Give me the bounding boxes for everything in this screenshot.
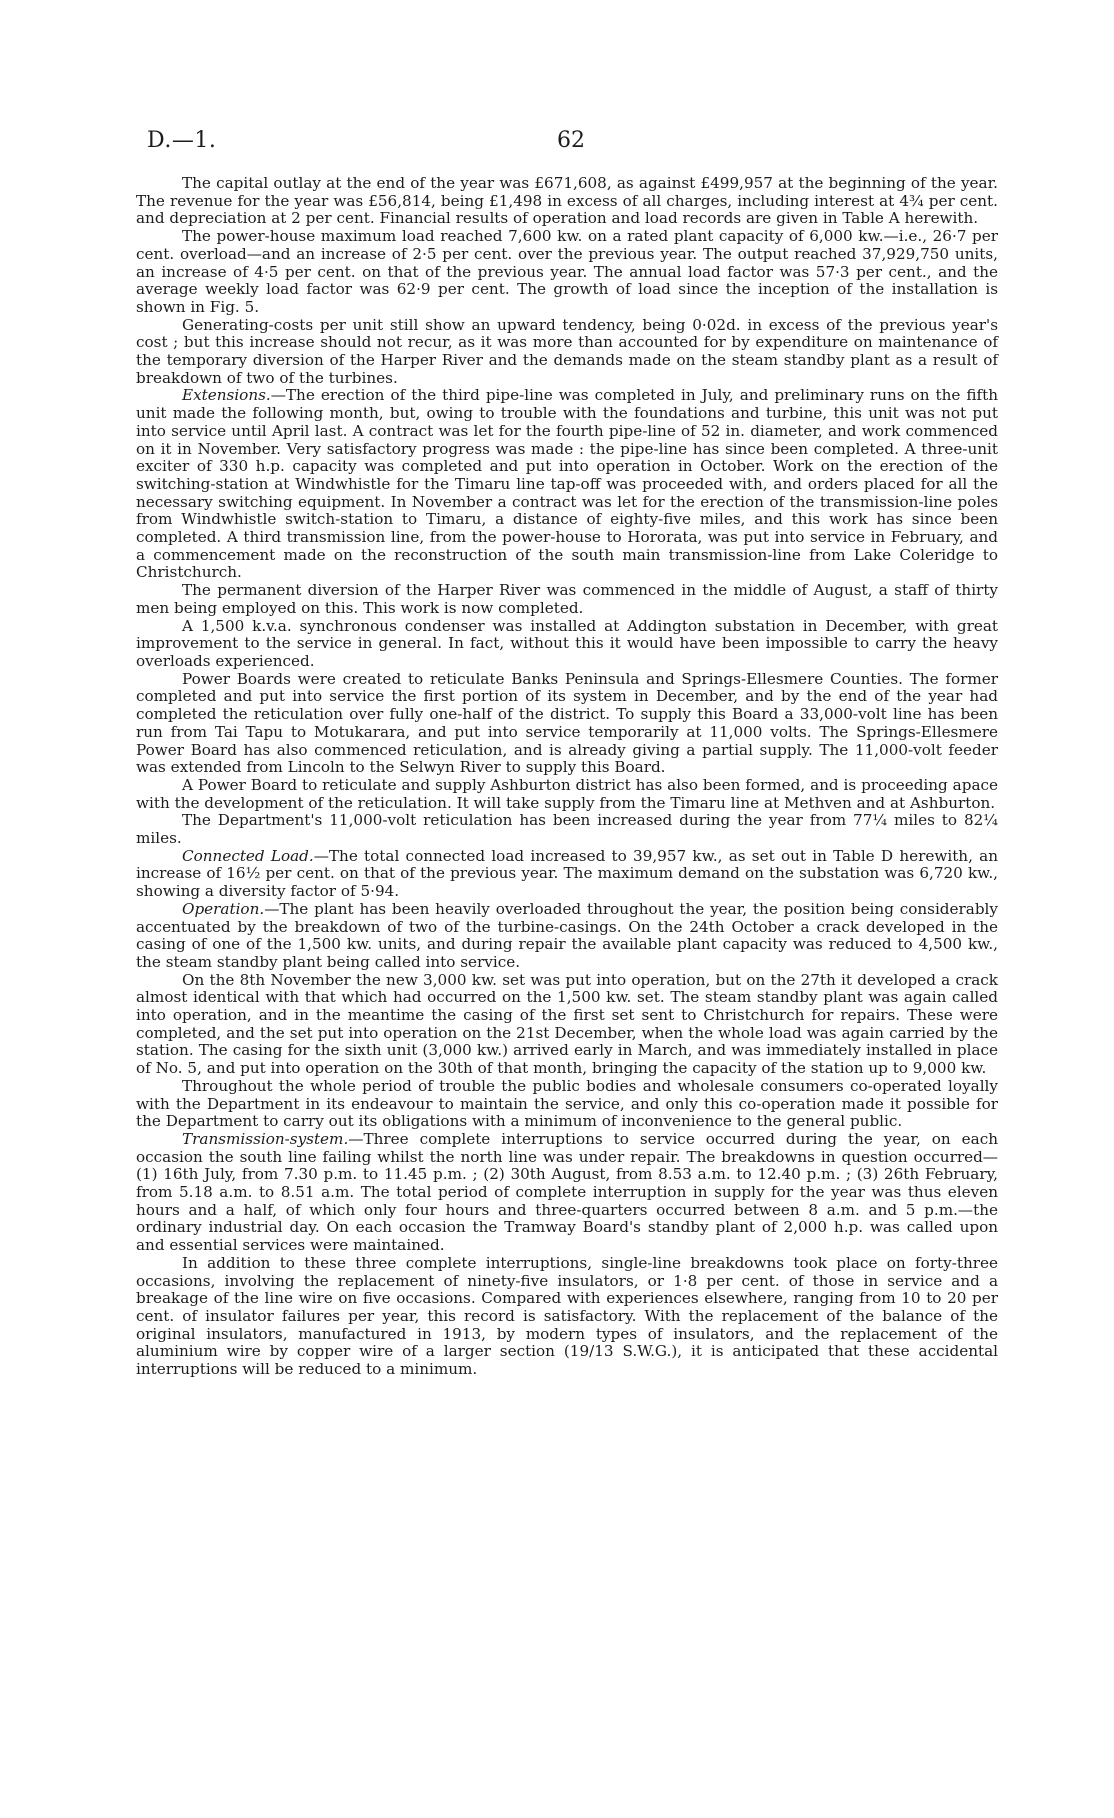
paragraph-text: Throughout the whole period of trouble the public bodies and wholesale consumers co-operated loyally with the Department in its endeavour to maintain the service, and only this co-operation made it possible for the Department to carry out its obligations with a minimum of inconvenience to the general public. [136, 1076, 998, 1131]
paragraph-text: —The total connected load increased to 39,957 kw., as set out in Table D herewith, an increase of 16½ per cent. on that of the previous year. The maximum demand on the substation was 6,720 kw., showing a diversity factor of 5·94. [136, 846, 999, 901]
paragraph-ashburton-board [136, 777, 998, 812]
page-header [147, 128, 997, 158]
paragraph-text: The permanent diversion of the Harper River was commenced in the middle of August, a staff of thirty men being employed on this. This work is now completed. [136, 581, 998, 617]
page-number: 62 [557, 128, 585, 153]
paragraph-text: A Power Board to reticulate and supply Ashburton district has also been formed, and is proceeding apace with the development of the reticulation. It will take supply from the Timaru line at Methven and at Ashburton. [136, 775, 998, 812]
paragraph-text: A 1,500 k.v.a. synchronous condenser was installed at Addington substation in December, with great improvement to the service in general. In fact, without this it would have been impossible to carry the heavy overloads experienced. [136, 616, 998, 670]
paragraph-text: —The plant has been heavily overloaded throughout the year, the position being considerably accentuated by the breakdown of two of the turbine-casings. On the 24th October a crack developed in the casing of one of the 1,500 kw. units, and during repair the available plant capacity was reduced to 4,500 kw., the steam standby plant being called into service. [136, 899, 998, 971]
paragraph-capital-outlay [136, 175, 998, 228]
paragraph-maximum-load [136, 228, 998, 317]
paragraph-operation [136, 901, 998, 972]
document-reference: D.—1. [147, 128, 217, 153]
paragraph-lead: Extensions. [182, 386, 271, 405]
paragraph-lead: Connected Load. [182, 846, 314, 865]
paragraph-extensions [136, 387, 998, 582]
paragraph-reticulation-miles [136, 812, 998, 847]
paragraph-text: In addition to these three complete interruptions, single-line breakdowns took place on forty-three occasions, involving the replacement of ninety-five insulators, or 1·8 per cent. of those in service and a breakage of the line wire on five occasions. Compared with experiences elsewhere, ranging from 10 to 20 per cent. of insulator failures per year, this record is satisfactory. With the replacement of the balance of the original insulators, manufactured in 1913, by modern types of insulators, and the replacement of the aluminium wire by copper wire of a larger section (19/13 S.W.G.), it is anticipated that these accidental interruptions will be reduced to a minimum. [136, 1253, 998, 1379]
paragraph-text: Generating-costs per unit still show an upward tendency, being 0·02d. in excess of the previous year's cost ; but this increase should not recur, as it was more than accounted for by expenditure on maintenance of the temporary diversion of the Harper River and the demands made on the steam standby plant as a result of breakdown of two of the turbines. [136, 315, 998, 387]
paragraph-power-boards [136, 671, 998, 777]
paragraph-text: —The erection of the third pipe-line was completed in July, and preliminary runs on the fifth unit made the following month, but, owing to trouble with the foundations and turbine, this unit was not put into service until April last. A contract was let for the fourth pipe-line of 52 in. diameter, and work commenced on it in November. Very satisfactory progress was made : the pipe-line has since been completed. A three-unit exciter of 330 h.p. capacity was completed and put into operation in October. Work on the erection of the switching-station at Windwhistle for the Timaru line tap-off was proceeded with, and orders placed for all the necessary switching equipment. In November a contract was let for the erection of the transmission-line poles from Windwhistle switch-station to Timaru, a distance of eighty-five miles, and this work has since been completed. A third transmission line, from the power-house to Hororata, was put into service in February, and a commencement made on the reconstruction of the south main transmission-line from Lake Coleridge to Christchurch. [136, 386, 998, 582]
paragraph-single-line-breakdowns [136, 1255, 998, 1379]
paragraph-connected-load [136, 848, 998, 901]
paragraph-generating-costs [136, 317, 998, 388]
paragraph-synchronous-condenser [136, 618, 998, 671]
paragraph-text: The Department's 11,000-volt reticulation has been increased during the year from 77¼ miles to 82¼ miles. [136, 811, 998, 848]
paragraph-november-set [136, 972, 998, 1078]
paragraph-lead: Transmission-system. [182, 1129, 349, 1148]
paragraph-text: The power-house maximum load reached 7,600 kw. on a rated plant capacity of 6,000 kw.—i.e., 26·7 per cent. overload—and an increase of 2·5 per cent. over the previous year. The output reached 37,929,750 units, an increase of 4·5 per cent. on that of the previous year. The annual load factor was 57·3 per cent., and the average weekly load factor was 62·9 per cent. The growth of load since the inception of the installation is shown in Fig. 5. [136, 227, 998, 316]
paragraph-text: Power Boards were created to reticulate Banks Peninsula and Springs-Ellesmere Counties. The former completed and put into service the first portion of its system in December, and by the end of the year had completed the reticulation over fully one-half of the district. To supply this Board a 33,000-volt line has been run from Tai Tapu to Motukarara, and put into service temporarily at 11,000 volts. The Springs-Ellesmere Power Board has also commenced reticulation, and is already giving a partial supply. The 11,000-volt feeder was extended from Lincoln to the Selwyn River to supply this Board. [136, 669, 998, 777]
paragraph-lead: Operation. [182, 899, 265, 918]
paragraph-transmission-system [136, 1131, 998, 1255]
body-text [136, 175, 998, 1379]
paragraph-text: —Three complete interruptions to service occurred during the year, on each occasion the south line failing whilst the north line was under repair. The breakdowns in question occurred—(1) 16th July, from 7.30 p.m. to 11.45 p.m. ; (2) 30th August, from 8.53 a.m. to 12.40 p.m. ; (3) 26th February, from 5.18 a.m. to 8.51 a.m. The total period of complete interruption in supply for the year was thus eleven hours and a half, of which only four hours and three-quarters occurred between 8 a.m. and 5 p.m.—the ordinary industrial day. On each occasion the Tramway Board's standby plant of 2,000 h.p. was called upon and essential services were maintained. [136, 1129, 998, 1255]
paragraph-text: The capital outlay at the end of the year was £671,608, as against £499,957 at the beginning of the year. The revenue for the year was £56,814, being £1,498 in excess of all charges, including interest at 4¾ per cent. and depreciation at 2 per cent. Financial results of operation and load records are given in Table A herewith. [136, 174, 998, 228]
paragraph-cooperation [136, 1078, 998, 1131]
paragraph-text: On the 8th November the new 3,000 kw. set was put into operation, but on the 27th it developed a crack almost identical with that which had occurred on the 1,500 kw. set. The steam standby plant was again called into operation, and in the meantime the casing of the first set sent to Christchurch for repairs. These were completed, and the set put into operation on the 21st December, when the whole load was again carried by the station. The casing for the sixth unit (3,000 kw.) arrived early in March, and was immediately installed in place of No. 5, and put into operation on the 30th of that month, bringing the capacity of the station up to 9,000 kw. [136, 970, 998, 1078]
paragraph-harper-diversion [136, 582, 998, 617]
